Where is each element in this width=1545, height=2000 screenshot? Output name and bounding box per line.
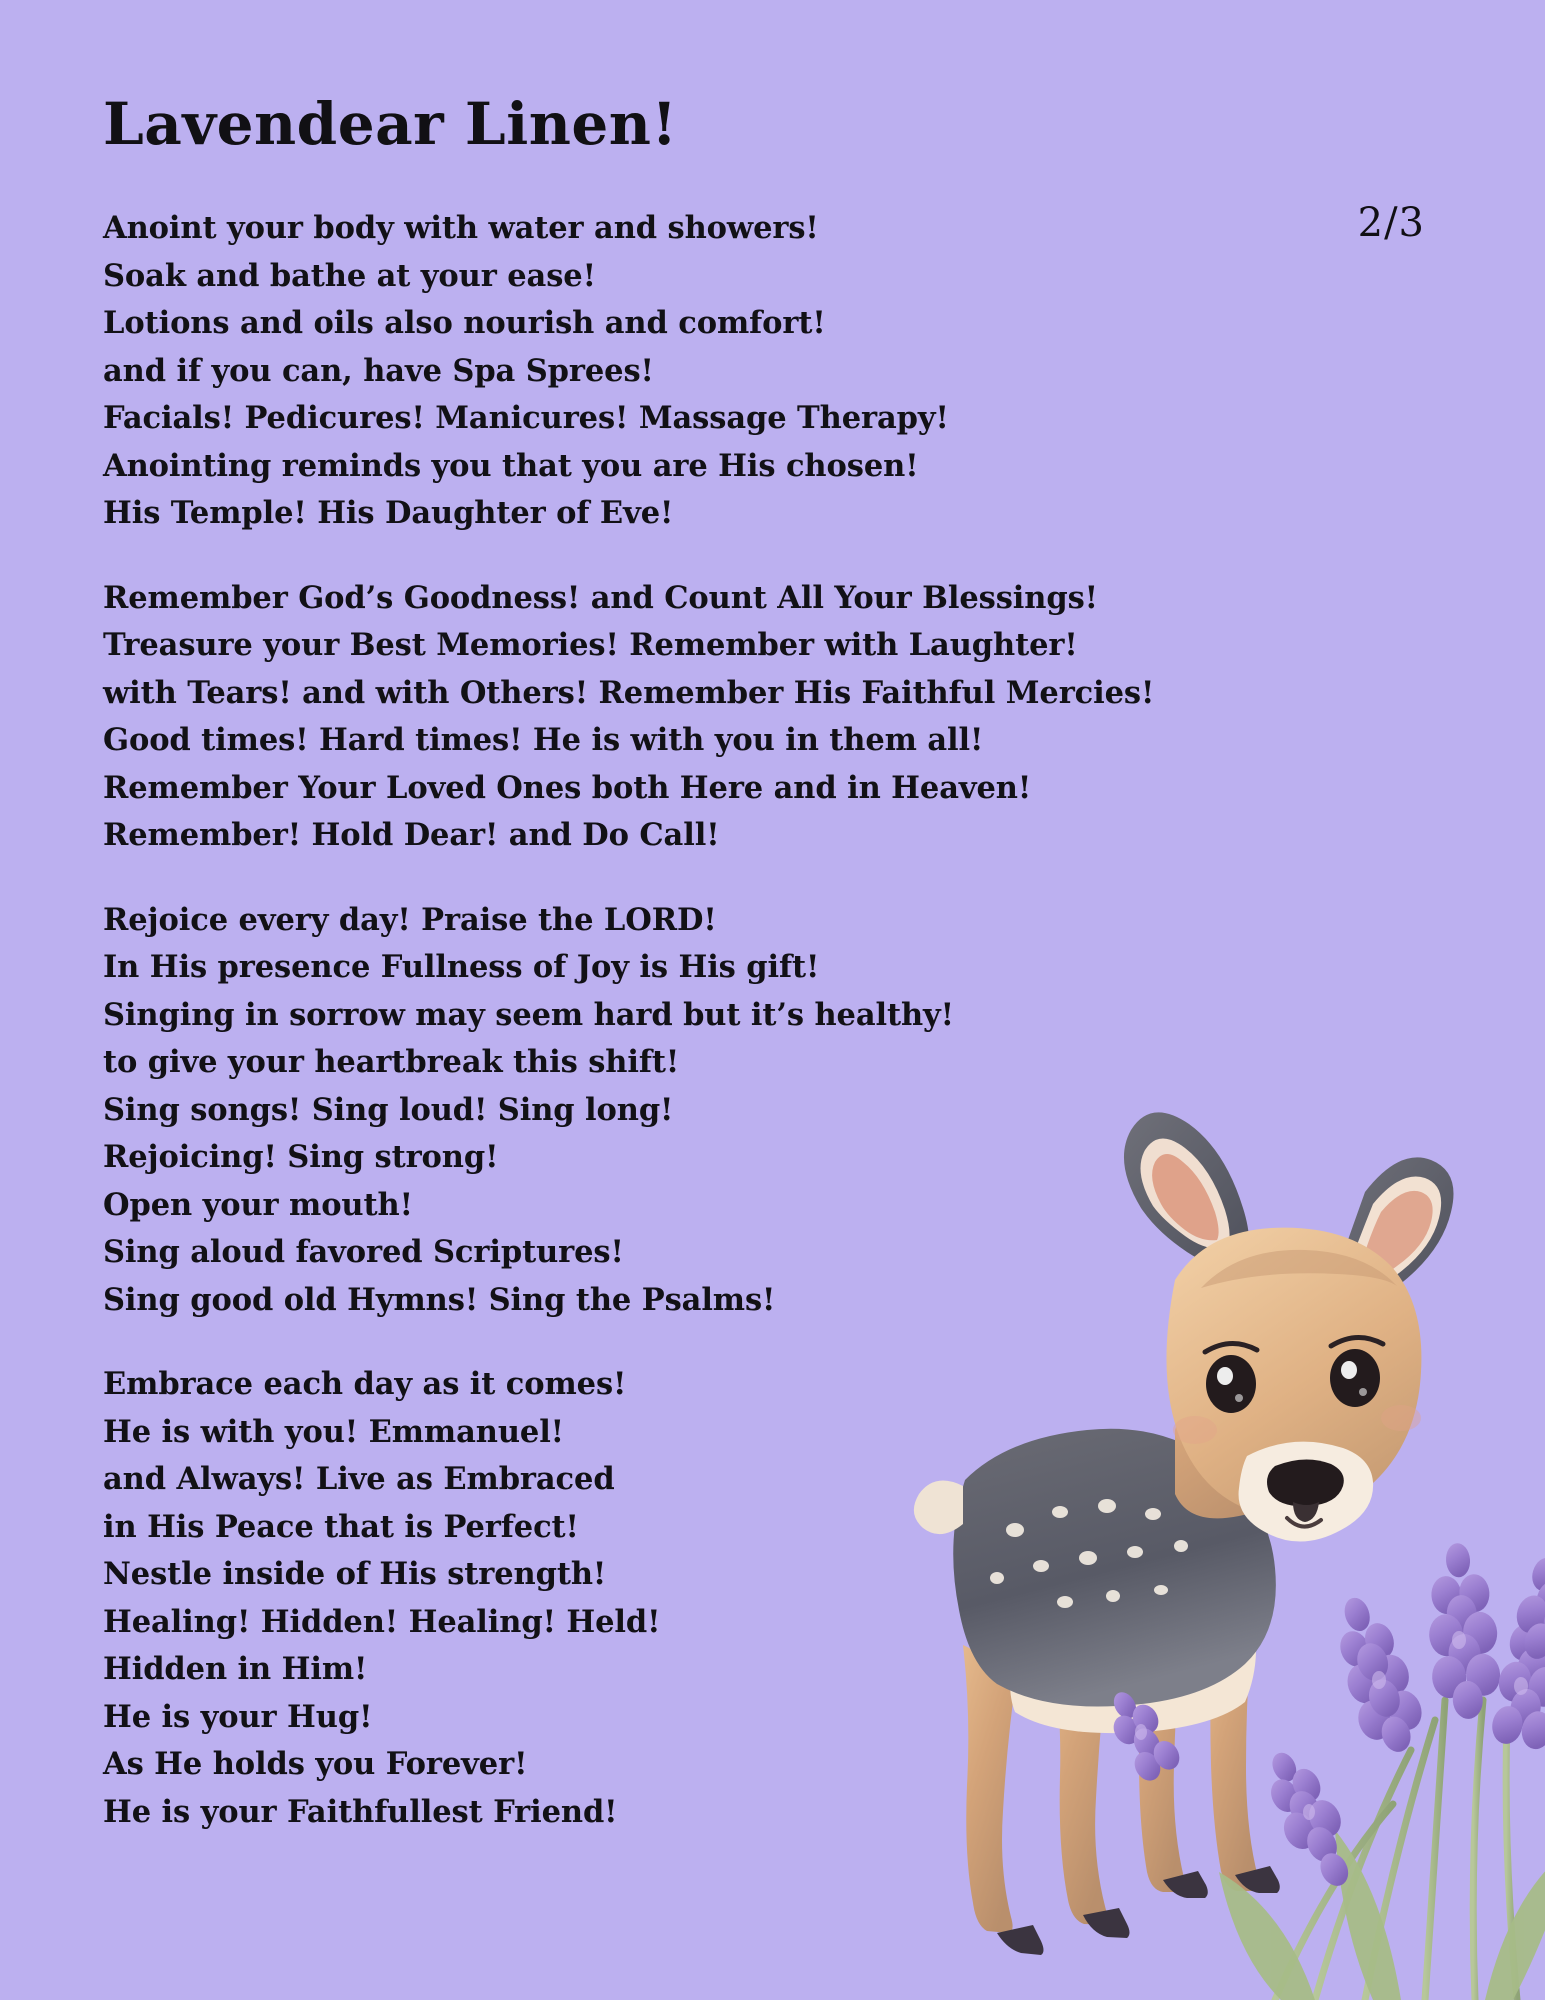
poem-line: Treasure your Best Memories! Remember with Laughter! bbox=[103, 627, 1078, 663]
poem-line: Anoint your body with water and showers! bbox=[103, 210, 819, 246]
poem-line: Sing good old Hymns! Sing the Psalms! bbox=[103, 1281, 776, 1318]
poem-line: Facials! Pedicures! Manicures! Massage Therapy! bbox=[103, 400, 949, 436]
stanza bbox=[103, 575, 1403, 860]
poem-line: Lotions and oils also nourish and comfort! bbox=[103, 305, 826, 341]
poem-line: Remember Your Loved Ones both Here and in Heaven! bbox=[103, 769, 1032, 806]
poem-line: Rejoicing! Sing strong! bbox=[103, 1139, 499, 1175]
poem-line: Hidden in Him! bbox=[103, 1651, 368, 1687]
poem-line: In His presence Fullness of Joy is His gift! bbox=[103, 949, 820, 985]
poem-line: His Temple! His Daughter of Eve! bbox=[103, 495, 674, 531]
poem-line: Open your mouth! bbox=[103, 1186, 413, 1223]
poem-body bbox=[103, 205, 1403, 1836]
poem-line: Sing aloud favored Scriptures! bbox=[103, 1234, 624, 1270]
stanza bbox=[103, 1361, 1403, 1836]
stanza bbox=[103, 897, 1403, 1325]
page-number: 2/3 bbox=[1357, 200, 1425, 246]
poem-line: with Tears! and with Others! Remember His Faithful Mercies! bbox=[103, 674, 1155, 711]
poem-line: Embrace each day as it comes! bbox=[103, 1366, 627, 1402]
poem-line: Good times! Hard times! He is with you in them all! bbox=[103, 722, 984, 758]
stanza bbox=[103, 205, 1403, 538]
poem-line: He is with you! Emmanuel! bbox=[103, 1413, 564, 1450]
poem-line: He is your Hug! bbox=[103, 1698, 373, 1735]
poem-line: He is your Faithfullest Friend! bbox=[103, 1793, 618, 1830]
poem-line: As He holds you Forever! bbox=[103, 1746, 528, 1782]
poem-line: Rejoice every day! Praise the LORD! bbox=[103, 901, 717, 938]
poem-line: Healing! Hidden! Healing! Held! bbox=[103, 1603, 661, 1640]
poem-line: Sing songs! Sing loud! Sing long! bbox=[103, 1091, 674, 1128]
page-title: Lavendear Linen! bbox=[103, 90, 678, 158]
poem-line: in His Peace that is Perfect! bbox=[103, 1508, 579, 1545]
poem-line: Soak and bathe at your ease! bbox=[103, 257, 596, 294]
poem-line: Anointing reminds you that you are His chosen! bbox=[103, 447, 919, 484]
poem-line: and Always! Live as Embraced bbox=[103, 1461, 615, 1497]
poem-line: and if you can, have Spa Sprees! bbox=[103, 352, 654, 389]
poem-line: Singing in sorrow may seem hard but it’s healthy! bbox=[103, 996, 954, 1033]
poem-line: to give your heartbreak this shift! bbox=[103, 1044, 680, 1080]
poem-line: Remember God’s Goodness! and Count All Your Blessings! bbox=[103, 579, 1098, 616]
poem-line: Remember! Hold Dear! and Do Call! bbox=[103, 817, 720, 853]
poem-line: Nestle inside of His strength! bbox=[103, 1556, 607, 1592]
